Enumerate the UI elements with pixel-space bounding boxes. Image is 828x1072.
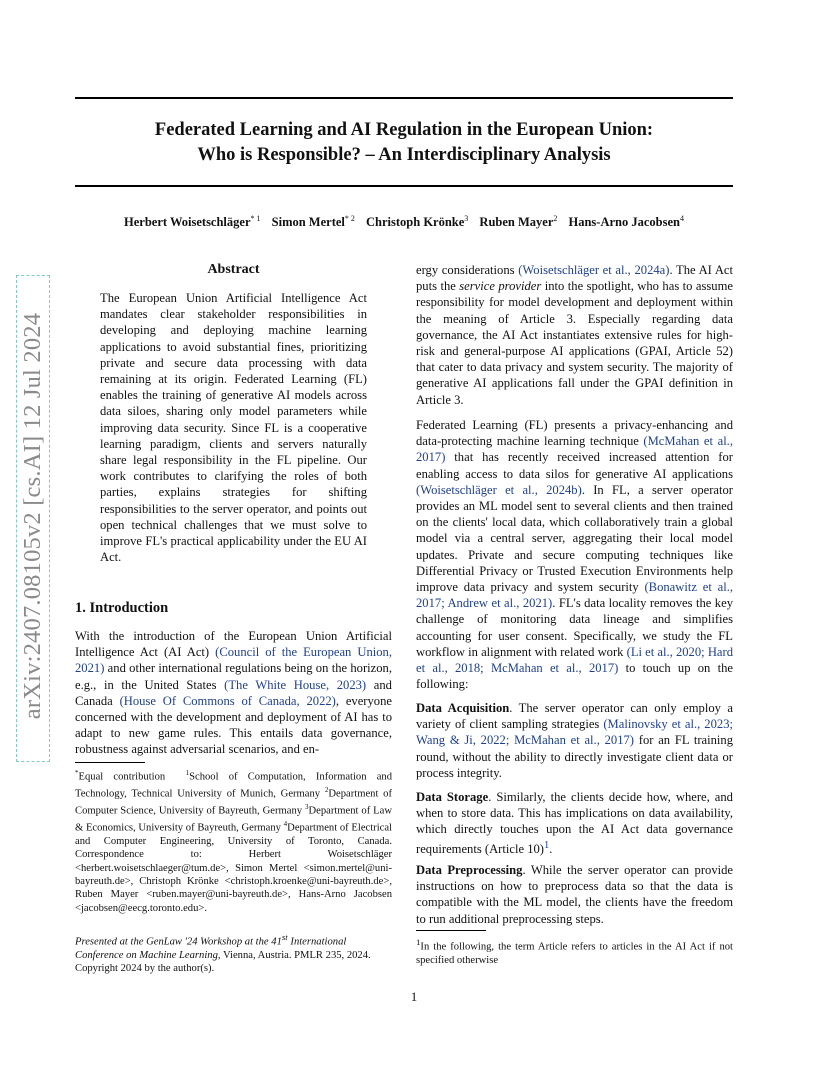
citation-link[interactable]: (Malinovsky et al., 2023; Wang & Ji, 2022; McMahan et al., 2017) (416, 717, 733, 748)
intro-paragraph: With the introduction of the European Union Artificial Intelligence Act (AI Act) (Council of the European Union, 2021) and other international regulations being on the horizon, e.g., in the United States (The White House, 2023) and Canada (House Of Commons of Canada, 2022), everyone concerned with the development and deployment of AI has to adapt to new game rules. This entails data governance, robustness against adversarial scenarios, and en- (75, 629, 392, 757)
abstract-text: The European Union Artificial Intelligence Act mandates clear stakeholder responsibilities in developing and deploying machine learning applications to avoid substantial fines, prioritizing private and secure data processing with data remaining at its origin. Federated Learning (FL) enables the training of generative AI models across data siloes, sharing only model parameters while improving data security. Since FL is a cooperative learning paradigm, clients and servers naturally share legal responsibility in the FL pipeline. Our work contributes to clarifying the roles of both parties, explains strategies for shifting responsibilities to the server operator, and points out open technical challenges that we must solve to improve FL's practical applicability under the EU AI Act. (100, 291, 367, 565)
footnote-ref[interactable]: 1 (544, 839, 550, 851)
citation-link[interactable]: (Council of the European Union, 2021) (75, 645, 392, 676)
title-bottom-rule (75, 185, 733, 187)
citation-link[interactable]: (Woisetschläger et al., 2024b) (416, 482, 582, 497)
paper-title (75, 118, 733, 168)
body-paragraph: Data Storage. Similarly, the clients decide how, where, and when to store data. This has implications on data availability, which directly touches upon the AI Act data governance requirements (Article 10)$^1$. (416, 790, 733, 856)
footnote: $^1$In the following, the term Article refers to articles in the AI Act if not specified otherwise (416, 937, 733, 966)
body-paragraph: Data Preprocessing. While the server operator can provide instructions on how to preprocess data so that the data is compatible with the ML model, the clients have the freedom to run additional preprocessing steps. (416, 863, 734, 926)
citation-link[interactable]: (House Of Commons of Canada, 2022) (119, 693, 336, 708)
section-heading-introduction: 1. Introduction (75, 600, 169, 616)
author: Ruben Mayer$^2$ (479, 214, 558, 230)
footnote-rule (75, 762, 145, 763)
title-line-1: Federated Learning and AI Regulation in the European Union: (154, 120, 654, 140)
top-rule (75, 97, 733, 99)
page-number: 1 (410, 990, 418, 1004)
footnote-rule (416, 930, 486, 931)
author: Herbert Woisetschläger$^{* 1}$ (124, 214, 261, 230)
arxiv-stamp[interactable]: arXiv:2407.08105v2 [cs.AI] 12 Jul 2024 (19, 312, 46, 720)
author: Hans-Arno Jacobsen$^4$ (568, 214, 684, 230)
citation-link[interactable]: (Woisetschläger et al., 2024a) (518, 263, 670, 277)
citation-link[interactable]: (Li et al., 2020; Hard et al., 2018; McMahan et al., 2017) (416, 644, 733, 676)
citation-link[interactable]: (Bonawitz et al., 2017; Andrew et al., 2021) (416, 580, 733, 611)
body-paragraph: ergy considerations (Woisetschläger et al., 2024a). The AI Act puts the service provider into the spotlight, who has to assume responsibility for model development and deployment within the meaning of Article 3. Especially regarding data governance, the AI Act instantiates extensive rules for high-risk and general-purpose AI applications (GPAI, Article 52) that cater to data privacy and system security. The majority of generative AI applications fall under the GPAI definition in Article 3. (416, 263, 733, 407)
citation-link[interactable]: (McMahan et al., 2017) (416, 434, 733, 465)
body-paragraph: Data Acquisition. The server operator can only employ a variety of client sampling strategies (Malinovsky et al., 2023; Wang & Ji, 2022; McMahan et al., 2017) for an FL training round, without the ability to directly investigate client data or process integrity. (416, 701, 733, 780)
title-line-2: Who is Responsible? – An Interdisciplinary Analysis (197, 145, 611, 165)
abstract-heading: Abstract (207, 262, 260, 277)
body-paragraph: Federated Learning (FL) presents a privacy-enhancing and data-protecting machine learning technique (McMahan et al., 2017) that has recently received increased attention for enabling access to data silos for generative AI applications (Woisetschläger et al., 2024b). In FL, a server operator provides an ML model sent to several clients and then trained on the clients' local data, which collaboratively train a global model via a central server, aggregating their local model updates. Private and secure computing techniques like Differential Privacy or Trusted Execution Environments help improve data privacy and system security (Bonawitz et al., 2017; Andrew et al., 2021). FL's data locality removes the key challenge of monitoring data lineage and simplifies accounting for user consent. Specifically, we study the FL workflow in alignment with related work (Li et al., 2020; Hard et al., 2018; McMahan et al., 2017) to touch up on the following: (416, 418, 733, 692)
author: Christoph Krönke$^3$ (366, 214, 469, 230)
author-list (60, 214, 748, 230)
author: Simon Mertel$^{* 2}$ (271, 214, 355, 230)
presented-at-note: Presented at the GenLaw '24 Workshop at the 41st International Conference on Machine Learning, Vienna, Austria. PMLR 235, 2024. Copyright 2024 by the author(s). (75, 932, 371, 975)
citation-link[interactable]: (The White House, 2023) (224, 677, 367, 692)
affiliation-footnotes: *Equal contribution $^1$School of Computation, Information and Technology, Technical University of Munich, Germany $^2$Department of Computer Science, University of Bayreuth, Germany $^3$Department of Law & Economics, University of Bayreuth, Germany $^4$Department of Electrical and Computer Engineering, University of Toronto, Canada. Correspondence to: Herbert Woisetschläger <herbert.woisetschlaeger@tum.de>, Simon Mertel <simon.mertel@uni-bayreuth.de>, Christoph Krönke <christoph.kroenke@uni-bayreuth.de>, Ruben Mayer <ruben.mayer@uni-bayreuth.de>, Hans-Arno Jacobsen <jacobsen@eecg.toronto.edu>. (75, 769, 392, 914)
